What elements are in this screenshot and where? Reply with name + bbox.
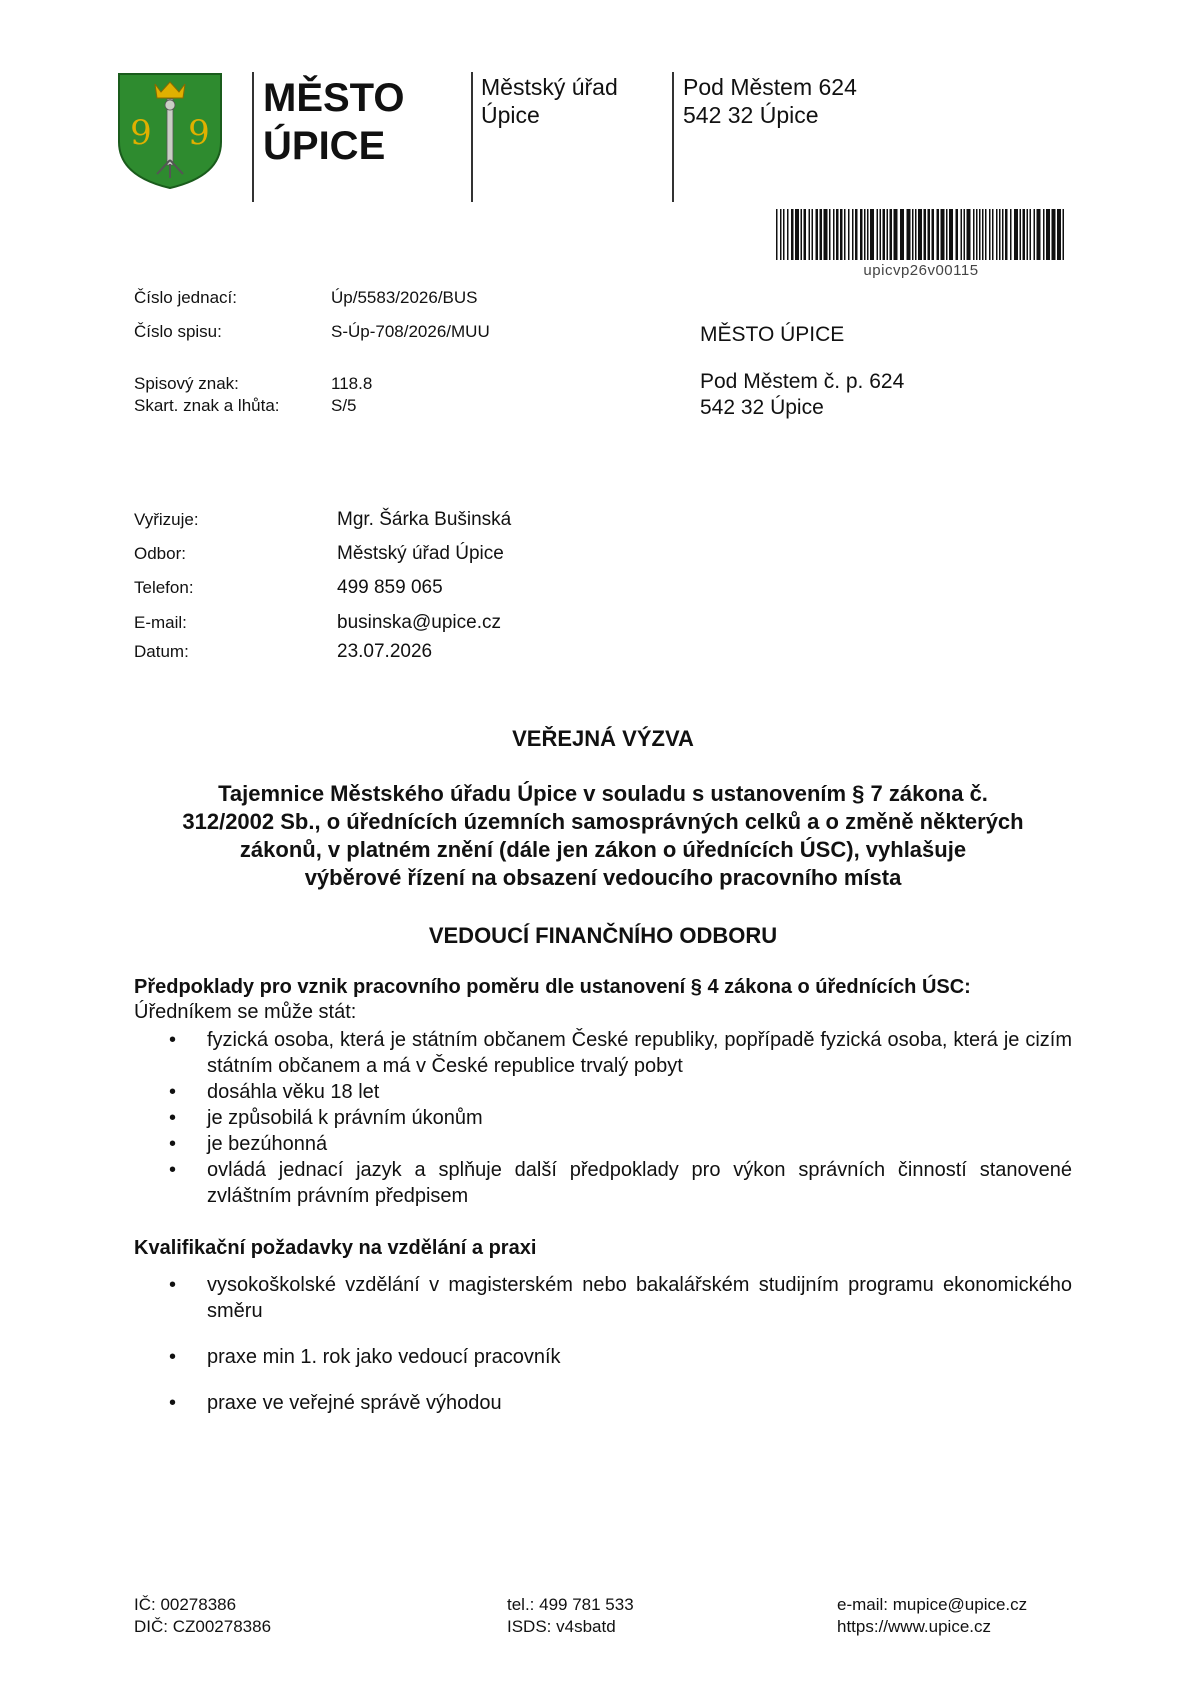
list-item-text: praxe ve veřejné správě výhodou (207, 1392, 502, 1414)
bullet-icon: • (169, 1392, 177, 1414)
recipient-address-line: Pod Městem č. p. 624 (700, 370, 905, 393)
header-divider (471, 72, 473, 202)
barcode-bar (1043, 209, 1045, 260)
barcode-bar (989, 209, 991, 260)
office-address (683, 73, 857, 129)
contact-value: Městský úřad Úpice (337, 543, 504, 564)
barcode-bar (852, 209, 854, 260)
barcode-bar (961, 209, 963, 260)
barcode-bar (1057, 209, 1061, 260)
intro-line: výběrové řízení na obsazení vedoucího pracovního místa (304, 865, 902, 890)
list-item (134, 1027, 1072, 1079)
barcode-bar (967, 209, 971, 260)
barcode-bar (1034, 209, 1036, 260)
barcode-bar (1037, 209, 1041, 260)
bullet-icon: • (169, 1029, 177, 1051)
qualifications-list (134, 1272, 1072, 1416)
barcode-bar (820, 209, 823, 260)
barcode-bar (877, 209, 879, 260)
contact-value: businska@upice.cz (337, 612, 501, 633)
town-name (263, 74, 405, 170)
barcode-bar (937, 209, 940, 260)
file-info-label: Číslo jednací: (134, 288, 237, 307)
barcode-bar (915, 209, 917, 260)
barcode-bar (870, 209, 874, 260)
barcode-bar (816, 209, 819, 260)
list-item-text: fyzická osoba, která je státním občanem České republiky, popřípadě fyzická osoba, která je cizím státním občanem a má v České republice trvalý pobyt (207, 1029, 1072, 1077)
barcode-bar (976, 209, 978, 260)
barcode-bar (809, 209, 811, 260)
barcode-bar (1046, 209, 1050, 260)
barcode-bar (1052, 209, 1056, 260)
barcode-bar (932, 209, 935, 260)
document-title: VEŘEJNÁ VÝZVA (512, 726, 694, 751)
barcode-bar (833, 209, 835, 260)
recipient-address (700, 322, 904, 421)
list-item-text: ovládá jednací jazyk a splňuje další předpoklady pro výkon správních činností stanovené zvláštním právním předpisem (207, 1159, 1072, 1207)
file-info-value: 118.8 (331, 374, 373, 393)
barcode-bar (964, 209, 966, 260)
barcode-bar (812, 209, 814, 260)
intro-line: 312/2002 Sb., o úřednících územních samosprávných celků a o změně některých (182, 809, 1024, 834)
list-item (134, 1390, 1072, 1416)
barcode-bar (894, 209, 898, 260)
barcode-bar (900, 209, 904, 260)
town-name-line: ÚPICE (263, 124, 386, 168)
document-intro (134, 780, 1072, 892)
contact-value: 499 859 065 (337, 577, 443, 598)
list-item (134, 1079, 1072, 1105)
town-crest-icon (117, 72, 223, 190)
barcode-bar (836, 209, 839, 260)
bullet-icon: • (169, 1346, 177, 1368)
bullet-icon: • (169, 1081, 177, 1103)
barcode-bar (883, 209, 886, 260)
list-item (134, 1105, 1072, 1131)
list-item-text: vysokoškolské vzdělání v magisterském nebo bakalářském studijním programu ekonomického směru (207, 1274, 1072, 1322)
recipient-address-line: 542 32 Úpice (700, 396, 824, 419)
file-info-value: S/5 (331, 396, 357, 415)
barcode-bar (1010, 209, 1012, 260)
barcode-bar (780, 209, 782, 260)
barcode-bar (982, 209, 984, 260)
barcode-bar (887, 209, 889, 260)
barcode-bar (973, 209, 975, 260)
list-item (134, 1157, 1072, 1209)
intro-line: zákonů, v platném znění (dále jen zákon o úřednících ÚSC), vyhlašuje (239, 837, 967, 862)
contact-label: Vyřizuje: (134, 510, 199, 529)
list-item (134, 1272, 1072, 1324)
barcode (776, 209, 1066, 260)
contact-label: Datum: (134, 642, 189, 661)
footer-tel: tel.: 499 781 533 (507, 1595, 634, 1614)
recipient-name: MĚSTO ÚPICE (700, 323, 845, 346)
file-info-label: Spisový znak: (134, 374, 239, 393)
list-item (134, 1131, 1072, 1157)
contact-label: Odbor: (134, 544, 186, 563)
list-item-text: dosáhla věku 18 let (207, 1081, 380, 1103)
header-divider (672, 72, 674, 202)
barcode-bar (928, 209, 931, 260)
contact-value: Mgr. Šárka Bušinská (337, 509, 512, 530)
barcode-bar (924, 209, 927, 260)
file-info-value: Úp/5583/2026/BUS (331, 288, 478, 307)
bullet-icon: • (169, 1107, 177, 1129)
barcode-bar (848, 209, 850, 260)
barcode-bar (1014, 209, 1018, 260)
barcode-bar (801, 209, 803, 260)
footer-phone (507, 1594, 634, 1638)
barcode-bar (1023, 209, 1026, 260)
barcode-bar (864, 209, 866, 260)
barcode-bar (829, 209, 831, 260)
bullet-icon: • (169, 1274, 177, 1296)
barcode-bar (941, 209, 945, 260)
file-info-value: S-Úp-708/2026/MUU (331, 322, 490, 341)
prerequisites-subheading: Úředníkem se může stát: (134, 1001, 357, 1023)
position-title: VEDOUCÍ FINANČNÍHO ODBORU (428, 923, 778, 948)
office-address-line: 542 32 Úpice (683, 102, 819, 128)
intro-line: Tajemnice Městského úřadu Úpice v souladu s ustanovením § 7 zákona č. (218, 781, 988, 806)
list-item-text: je způsobilá k právním úkonům (207, 1107, 483, 1129)
footer-url: https://www.upice.cz (837, 1617, 992, 1636)
barcode-bar (783, 209, 785, 260)
prerequisites-heading: Předpoklady pro vznik pracovního poměru dle ustanovení § 4 zákona o úřednících ÚSC: (134, 976, 971, 998)
office-name-line: Úpice (481, 102, 540, 128)
contact-value: 23.07.2026 (337, 641, 433, 662)
barcode-bar (946, 209, 948, 260)
barcode-bar (890, 209, 893, 260)
barcode-bar (804, 209, 807, 260)
barcode-bar (867, 209, 869, 260)
barcode-number: upicvp26v00115 (863, 262, 979, 279)
barcode-bar (840, 209, 843, 260)
barcode-bar (787, 209, 789, 260)
town-name-line: MĚSTO (263, 76, 405, 120)
barcode-bar (985, 209, 987, 260)
list-item (134, 1344, 1072, 1370)
footer-isds: ISDS: v4sbatd (507, 1617, 616, 1636)
file-info-label: Skart. znak a lhůta: (134, 396, 280, 415)
contact-label: E-mail: (134, 613, 187, 632)
barcode-bar (1030, 209, 1032, 260)
barcode-bar (776, 209, 778, 260)
footer-dic: DIČ: CZ00278386 (134, 1617, 272, 1636)
list-item-text: praxe min 1. rok jako vedoucí pracovník (207, 1346, 561, 1368)
barcode-bar (824, 209, 828, 260)
barcode-bar (795, 209, 799, 260)
barcode-bar (855, 209, 858, 260)
office-address-line: Pod Městem 624 (683, 74, 857, 100)
barcode-bar (979, 209, 981, 260)
footer-ids (134, 1594, 271, 1638)
header-divider (252, 72, 254, 202)
barcode-bar (1005, 209, 1008, 260)
bullet-icon: • (169, 1159, 177, 1181)
barcode-bar (1020, 209, 1022, 260)
svg-text:9: 9 (130, 113, 152, 153)
contact-label: Telefon: (134, 578, 194, 597)
barcode-bar (844, 209, 846, 260)
barcode-bar (996, 209, 998, 260)
qualifications-heading: Kvalifikační požadavky na vzdělání a praxi (134, 1237, 537, 1259)
footer-ic: IČ: 00278386 (134, 1595, 237, 1614)
barcode-bar (918, 209, 922, 260)
barcode-bar (1063, 209, 1065, 260)
bullet-icon: • (169, 1133, 177, 1155)
barcode-bar (999, 209, 1001, 260)
barcode-bar (992, 209, 994, 260)
list-item-text: je bezúhonná (207, 1133, 328, 1155)
footer-email: e-mail: mupice@upice.cz (837, 1595, 1028, 1614)
barcode-bar (912, 209, 914, 260)
barcode-bar (907, 209, 911, 260)
barcode-bar (949, 209, 953, 260)
barcode-bar (1027, 209, 1029, 260)
office-name (481, 73, 618, 129)
barcode-bar (791, 209, 794, 260)
footer-web (837, 1594, 1027, 1638)
svg-text:9: 9 (188, 113, 210, 153)
file-info-label: Číslo spisu: (134, 322, 222, 341)
office-name-line: Městský úřad (481, 74, 618, 100)
barcode-bar (880, 209, 882, 260)
barcode-bar (956, 209, 959, 260)
prerequisites-list (134, 1027, 1072, 1209)
barcode-bar (860, 209, 863, 260)
barcode-bar (1002, 209, 1004, 260)
